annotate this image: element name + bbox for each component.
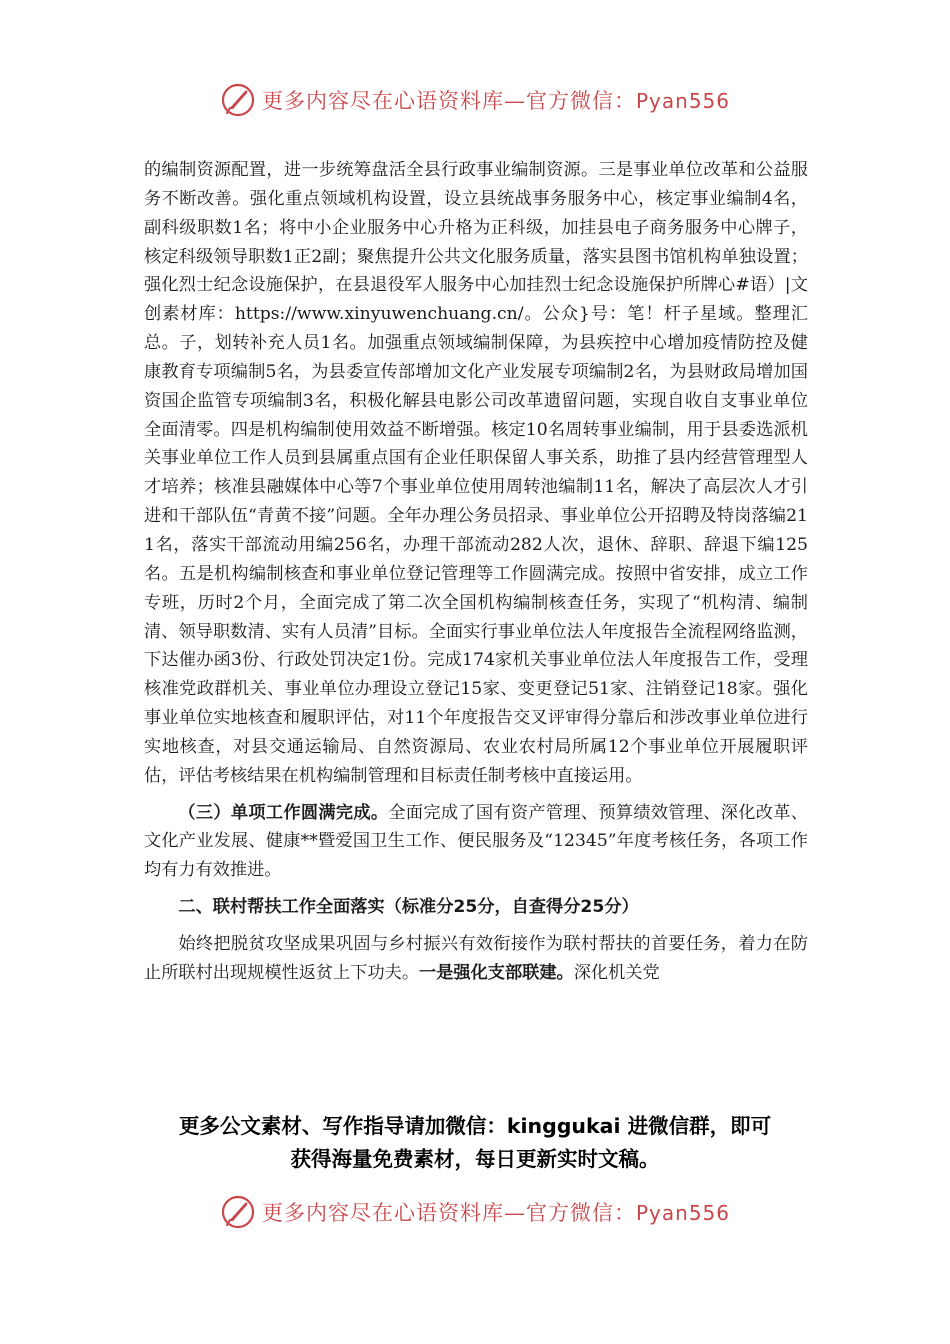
promo-block bbox=[0, 1110, 950, 1176]
quill-logo-icon bbox=[220, 82, 256, 118]
quill-logo-icon bbox=[220, 1194, 256, 1230]
paragraph-3-bold: 一是强化支部联建。 bbox=[419, 962, 574, 983]
paragraph-2 bbox=[144, 799, 808, 886]
footer-banner bbox=[0, 1190, 950, 1234]
paragraph-2-heading: （三）单项工作圆满完成。 bbox=[178, 802, 389, 823]
promo-line-2: 获得海量免费素材，每日更新实时文稿。 bbox=[290, 1147, 660, 1171]
promo-line-1: 更多公文素材、写作指导请加微信：kinggukai 进微信群，即可 bbox=[178, 1114, 772, 1138]
section-2-heading: 二、联村帮扶工作全面落实（标准分25分，自查得分25分） bbox=[178, 897, 639, 918]
header-banner-text: 更多内容尽在心语资料库—官方微信：Pyan556 bbox=[261, 89, 730, 113]
header-wechat-id: Pyan556 bbox=[635, 89, 730, 113]
paragraph-3-tail: 深化机关党 bbox=[573, 962, 660, 983]
footer-wechat-id: Pyan556 bbox=[635, 1201, 730, 1225]
document-body bbox=[144, 156, 808, 988]
paragraph-3 bbox=[144, 930, 808, 988]
header-banner bbox=[0, 78, 950, 122]
paragraph-1: 的编制资源配置，进一步统筹盘活全县行政事业编制资源。三是事业单位改革和公益服务不断改善。强化重点领域机构设置，设立县统战事务服务中心，核定事业编制4名，副科级职数1名；将中小企业服务中心升格为正科级，加挂县电子商务服务中心牌子，核定科级领导职数1正2副；聚焦提升公共文化服务质量，落实县图书馆机构单独设置；强化烈士纪念设施保护，在县退役军人服务中心加挂烈士纪念设施保护所牌心#语）|文创素材库：https://www.xinyuwenchuang.cn/。公众}号：笔！杆子星域。整理汇总。子，划转补充人员1名。加强重点领域编制保障，为县疾控中心增加疫情防控及健康教育专项编制5名，为县委宣传部增加文化产业发展专项编制2名，为县财政局增加国资国企监管专项编制3名，积极化解县电影公司改革遗留问题，实现自收自支事业单位全面清零。四是机构编制使用效益不断增强。核定10名周转事业编制，用于县委选派机关事业单位工作人员到县属重点国有企业任职保留人事关系，助推了县内经营管理型人才培养；核准县融媒体中心等7个事业单位使用周转池编制11名，解决了高层次人才引进和干部队伍“青黄不接”问题。全年办理公务员招录、事业单位公开招聘及特岗落编211名，落实干部流动用编256名，办理干部流动282人次，退休、辞职、辞退下编125名。五是机构编制核查和事业单位登记管理等工作圆满完成。按照中省安排，成立工作专班，历时2个月，全面完成了第二次全国机构编制核查任务，实现了“机构清、编制清、领导职数清、实有人员清”目标。全面实行事业单位法人年度报告全流程网络监测，下达催办函3份、行政处罚决定1份。完成174家机关事业单位法人年度报告工作，受理核准党政群机关、事业单位办理设立登记15家、变更登记51家、注销登记18家。强化事业单位实地核查和履职评估，对11个年度报告交叉评审得分靠后和涉改事业单位进行实地核查，对县交通运输局、自然资源局、农业农村局所属12个事业单位开展履职评估，评估考核结果在机构编制管理和目标责任制考核中直接运用。 bbox=[144, 160, 808, 786]
paragraph-2-text: 全面完成了国有资产管理、预算绩效管理、深化改革、文化产业发展、健康**暨爱国卫生工作、便民服务及“12345”年度考核任务，各项工作均有力有效推进。 bbox=[144, 802, 808, 881]
paragraph-3-text: 始终把脱贫攻坚成果巩固与乡村振兴有效衔接作为联村帮扶的首要任务，着力在防止所联村出现规模性返贫上下功夫。 bbox=[144, 933, 808, 983]
footer-banner-text: 更多内容尽在心语资料库—官方微信：Pyan556 bbox=[261, 1201, 730, 1225]
